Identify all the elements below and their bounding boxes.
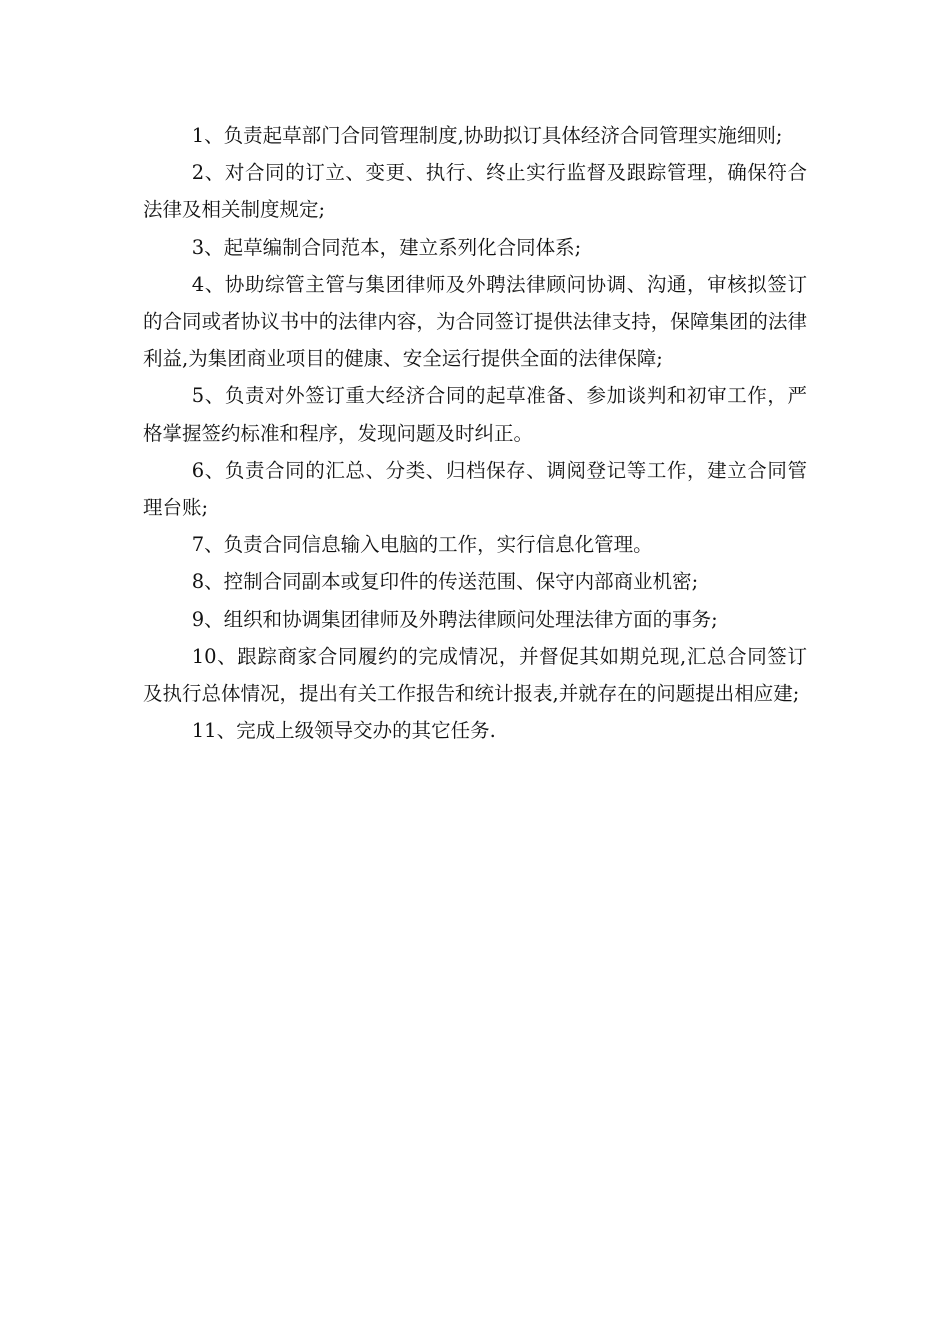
paragraph-9: 9、组织和协调集团律师及外聘法律顾问处理法律方面的事务;	[191, 607, 718, 631]
paragraph-8: 8、控制合同副本或复印件的传送范围、保守内部商业机密;	[191, 570, 699, 594]
paragraph-7: 7、负责合同信息输入电脑的工作，实行信息化管理。	[191, 533, 653, 557]
document-body	[143, 117, 807, 749]
paragraph-2: 2、对合同的订立、变更、执行、终止实行监督及跟踪管理，确保符合法律及相关制度规定;	[143, 161, 807, 222]
paragraph-1: 1、负责起草部门合同管理制度,协助拟订具体经济合同管理实施细则;	[191, 124, 783, 147]
paragraph-10: 10、跟踪商家合同履约的完成情况，并督促其如期兑现,汇总合同签订及执行总体情况，提出有关工作报告和统计报表,并就存在的问题提出相应建;	[143, 644, 807, 706]
paragraph-5: 5、负责对外签订重大经济合同的起草准备、参加谈判和初审工作，严格掌握签约标准和程序，发现问题及时纠正。	[143, 384, 807, 445]
paragraph-11: 11、完成上级领导交办的其它任务.	[191, 719, 496, 743]
paragraph-4: 4、协助综管主管与集团律师及外聘法律顾问协调、沟通，审核拟签订的合同或者协议书中的法律内容，为合同签订提供法律支持，保障集团的法律利益,为集团商业项目的健康、安全运行提供全面的法律保障;	[143, 272, 807, 371]
paragraph-6: 6、负责合同的汇总、分类、归档保存、调阅登记等工作，建立合同管理台账;	[143, 458, 807, 520]
paragraph-3: 3、起草编制合同范本，建立系列化合同体系;	[191, 235, 582, 259]
